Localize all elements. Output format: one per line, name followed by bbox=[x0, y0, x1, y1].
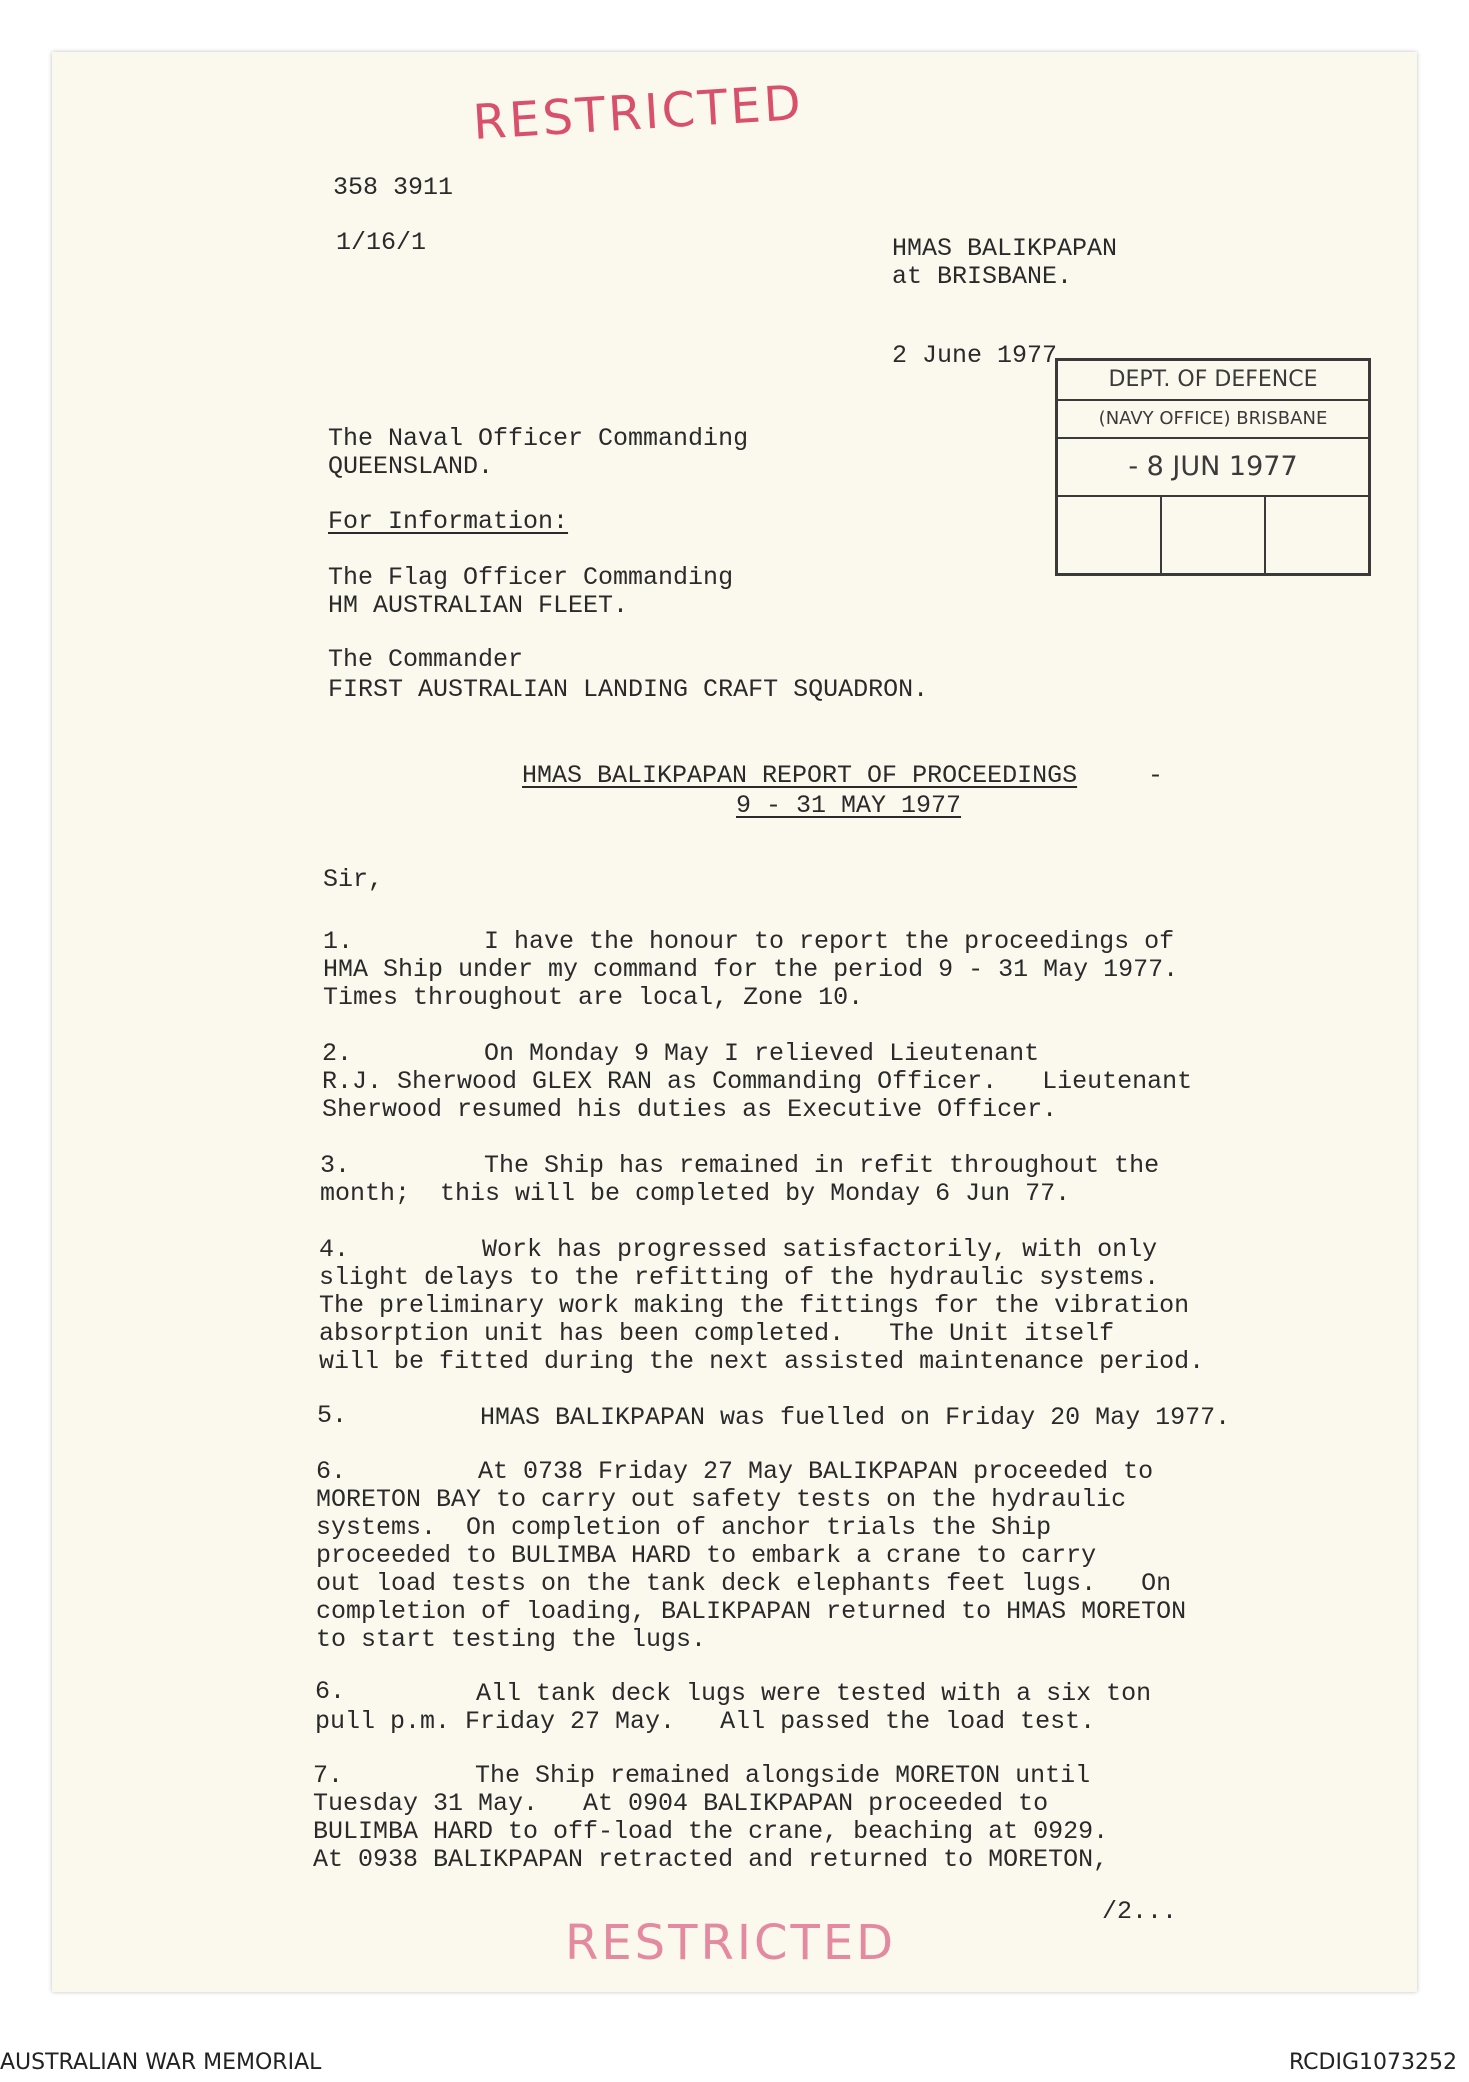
paragraph-line: Work has progressed satisfactorily, with only bbox=[482, 1235, 1158, 1264]
received-stamp-dept: DEPT. OF DEFENCE bbox=[1058, 361, 1368, 401]
paragraph-line: absorption unit has been completed. The Unit itself bbox=[319, 1319, 1115, 1348]
paragraph-number: 1. bbox=[323, 927, 354, 956]
addressee-line-1: The Naval Officer Commanding bbox=[328, 424, 749, 453]
paragraph-line: will be fitted during the next assisted maintenance period. bbox=[319, 1347, 1205, 1376]
paragraph-line: slight delays to the refitting of the hydraulic systems. bbox=[319, 1263, 1160, 1292]
paragraph-line: month; this will be completed by Monday 6 Jun 77. bbox=[320, 1179, 1071, 1208]
paragraph-line: All tank deck lugs were tested with a six ton bbox=[476, 1679, 1152, 1708]
paragraph-line: The Ship remained alongside MORETON until bbox=[475, 1761, 1091, 1790]
paragraph-number: 6. bbox=[316, 1457, 347, 1486]
paragraph-line: I have the honour to report the proceedings of bbox=[484, 927, 1175, 956]
paragraph-line: The Ship has remained in refit throughout the bbox=[484, 1151, 1160, 1180]
info-addressee-2-line-1: The Commander bbox=[328, 645, 524, 674]
letter-date: 2 June 1977 bbox=[892, 341, 1058, 370]
footer-institution: AUSTRALIAN WAR MEMORIAL bbox=[0, 2050, 322, 2075]
sender-location: at BRISBANE. bbox=[892, 262, 1073, 291]
paragraph-line: The preliminary work making the fittings for the vibration bbox=[319, 1291, 1190, 1320]
paragraph-line: Times throughout are local, Zone 10. bbox=[323, 983, 864, 1012]
paragraph-line: pull p.m. Friday 27 May. All passed the load test. bbox=[315, 1707, 1096, 1736]
paragraph-line: completion of loading, BALIKPAPAN returned to HMAS MORETON bbox=[316, 1597, 1187, 1626]
paragraph-line: Tuesday 31 May. At 0904 BALIKPAPAN proceeded to bbox=[313, 1789, 1049, 1818]
info-addressee-1-line-2: HM AUSTRALIAN FLEET. bbox=[328, 591, 629, 620]
paragraph-line: to start testing the lugs. bbox=[316, 1625, 707, 1654]
paragraph-line: out load tests on the tank deck elephants feet lugs. On bbox=[316, 1569, 1172, 1598]
subject-line-2: 9 - 31 MAY 1977 bbox=[736, 791, 962, 820]
received-stamp-boxes bbox=[1058, 497, 1368, 575]
paragraph-line: proceeded to BULIMBA HARD to embark a crane to carry bbox=[316, 1541, 1097, 1570]
paragraph-line: On Monday 9 May I relieved Lieutenant bbox=[484, 1039, 1040, 1068]
footer-record-id: RCDIG1073252 bbox=[1288, 2050, 1457, 2075]
paragraph-number: 2. bbox=[322, 1039, 353, 1068]
subject-dash: - bbox=[1148, 761, 1164, 790]
restricted-stamp-top: RESTRICTED bbox=[471, 74, 806, 151]
received-stamp-box bbox=[1266, 497, 1368, 575]
paragraph-number: 7. bbox=[313, 1761, 344, 1790]
sender-ship: HMAS BALIKPAPAN bbox=[892, 234, 1118, 263]
paragraph-line: systems. On completion of anchor trials the Ship bbox=[316, 1513, 1052, 1542]
paragraph-line: BULIMBA HARD to off-load the crane, beaching at 0929. bbox=[313, 1817, 1109, 1846]
info-addressee-1-line-1: The Flag Officer Commanding bbox=[328, 563, 734, 592]
reference-number: 358 3911 bbox=[333, 173, 454, 202]
paragraph-number: 3. bbox=[320, 1151, 351, 1180]
received-stamp-office: (NAVY OFFICE) BRISBANE bbox=[1058, 401, 1368, 439]
subject-line-1: HMAS BALIKPAPAN REPORT OF PROCEEDINGS bbox=[522, 761, 1078, 790]
salutation: Sir, bbox=[323, 865, 384, 894]
paragraph-line: HMAS BALIKPAPAN was fuelled on Friday 20 May 1977. bbox=[480, 1403, 1231, 1432]
restricted-stamp-bottom: RESTRICTED bbox=[565, 1915, 897, 1971]
paragraph-line: Sherwood resumed his duties as Executive Officer. bbox=[322, 1095, 1058, 1124]
paragraph-number: 6. bbox=[315, 1677, 346, 1706]
paragraph-line: MORETON BAY to carry out safety tests on the hydraulic bbox=[316, 1485, 1127, 1514]
paragraph-line: At 0738 Friday 27 May BALIKPAPAN proceeded to bbox=[478, 1457, 1154, 1486]
paragraph-line: At 0938 BALIKPAPAN retracted and returned to MORETON, bbox=[313, 1845, 1109, 1874]
received-stamp-box bbox=[1058, 497, 1162, 575]
continuation-marker: /2... bbox=[1102, 1897, 1178, 1926]
received-stamp bbox=[1055, 358, 1371, 576]
paragraph-line: R.J. Sherwood GLEX RAN as Commanding Officer. Lieutenant bbox=[322, 1067, 1193, 1096]
addressee-line-2: QUEENSLAND. bbox=[328, 452, 494, 481]
file-reference: 1/16/1 bbox=[336, 228, 427, 257]
received-stamp-box bbox=[1162, 497, 1266, 575]
paragraph-number: 4. bbox=[319, 1235, 350, 1264]
info-addressee-2-line-2: FIRST AUSTRALIAN LANDING CRAFT SQUADRON. bbox=[328, 675, 929, 704]
received-stamp-date: - 8 JUN 1977 bbox=[1058, 439, 1368, 497]
paragraph-number: 5. bbox=[317, 1401, 348, 1430]
for-information-heading: For Information: bbox=[328, 507, 569, 536]
paragraph-line: HMA Ship under my command for the period 9 - 31 May 1977. bbox=[323, 955, 1179, 984]
